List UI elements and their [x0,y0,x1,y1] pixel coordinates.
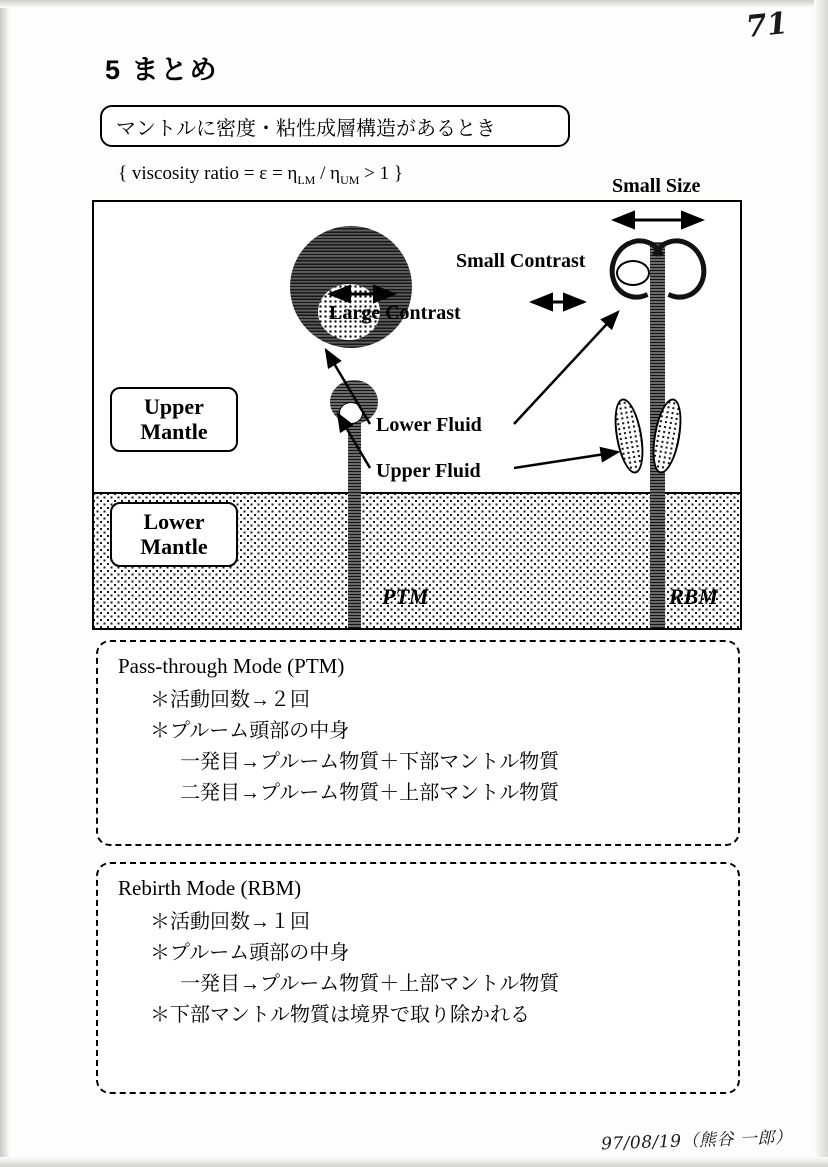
page-edge-right [814,0,828,1167]
list-item: ＊活動回数→１回 [150,911,310,933]
rbm-plume-head-core [616,260,650,286]
label-lower-mantle-line2: Mantle [140,534,208,560]
mode-rbm-list [118,907,718,1031]
label-small-contrast: Small Contrast [456,250,586,272]
list-item: ＊下部マントル物質は境界で取り除かれる [150,1004,530,1026]
formula-sub-um: UM [340,172,360,187]
date-annotation: 97/08/19（熊谷 一郎） [600,1127,793,1155]
list-item: ＊活動回数→２回 [150,689,310,711]
page-edge-bottom [0,1157,828,1167]
formula-sub-lm: LM [297,172,316,187]
mode-ptm-list [118,685,718,809]
label-large-contrast: Large Contrast [329,302,461,324]
label-upper-mantle-line2: Mantle [140,419,208,445]
label-lower-fluid: Lower Fluid [376,414,482,436]
condition-banner-label: マントルに密度・粘性成層構造があるとき [116,117,496,140]
small-size-label: Small Size [612,175,701,197]
label-ptm: PTM [382,584,429,609]
list-item: ＊プルーム頭部の中身 [150,720,350,742]
list-item: 一発目→プルーム物質＋上部マントル物質 [180,973,560,995]
list-item: 一発目→プルーム物質＋下部マントル物質 [180,751,560,773]
label-upper-mantle-line1: Upper [144,394,204,419]
label-lower-mantle-line1: Lower [143,509,205,534]
list-item: ＊プルーム頭部の中身 [150,942,350,964]
mode-box-rbm [96,862,740,1094]
large-contrast-plume-head [290,226,412,348]
label-rbm: RBM [669,584,718,609]
page-number: 71 [744,5,790,46]
ptm-plume-stem [348,398,361,628]
formula-prefix: { viscosity ratio = ε = η [118,163,298,184]
page-edge-left [0,0,10,1167]
mode-rbm-title: Rebirth Mode (RBM) [118,876,302,900]
page-edge-top [0,0,828,8]
plume-diagram [92,200,742,630]
page-title: 5 まとめ [105,55,219,85]
mode-ptm-title: Pass-through Mode (PTM) [118,654,345,678]
label-lower-mantle [110,502,238,567]
list-item: 二発目→プルーム物質＋上部マントル物質 [180,782,560,804]
formula-mid: / η [315,163,341,184]
label-upper-mantle [110,387,238,452]
ptm-plume-head-core [339,402,363,424]
formula-suffix: > 1 } [359,163,403,184]
label-upper-fluid: Upper Fluid [376,460,481,482]
viscosity-ratio-formula [118,163,403,188]
mode-box-ptm [96,640,740,846]
condition-banner [100,105,570,147]
